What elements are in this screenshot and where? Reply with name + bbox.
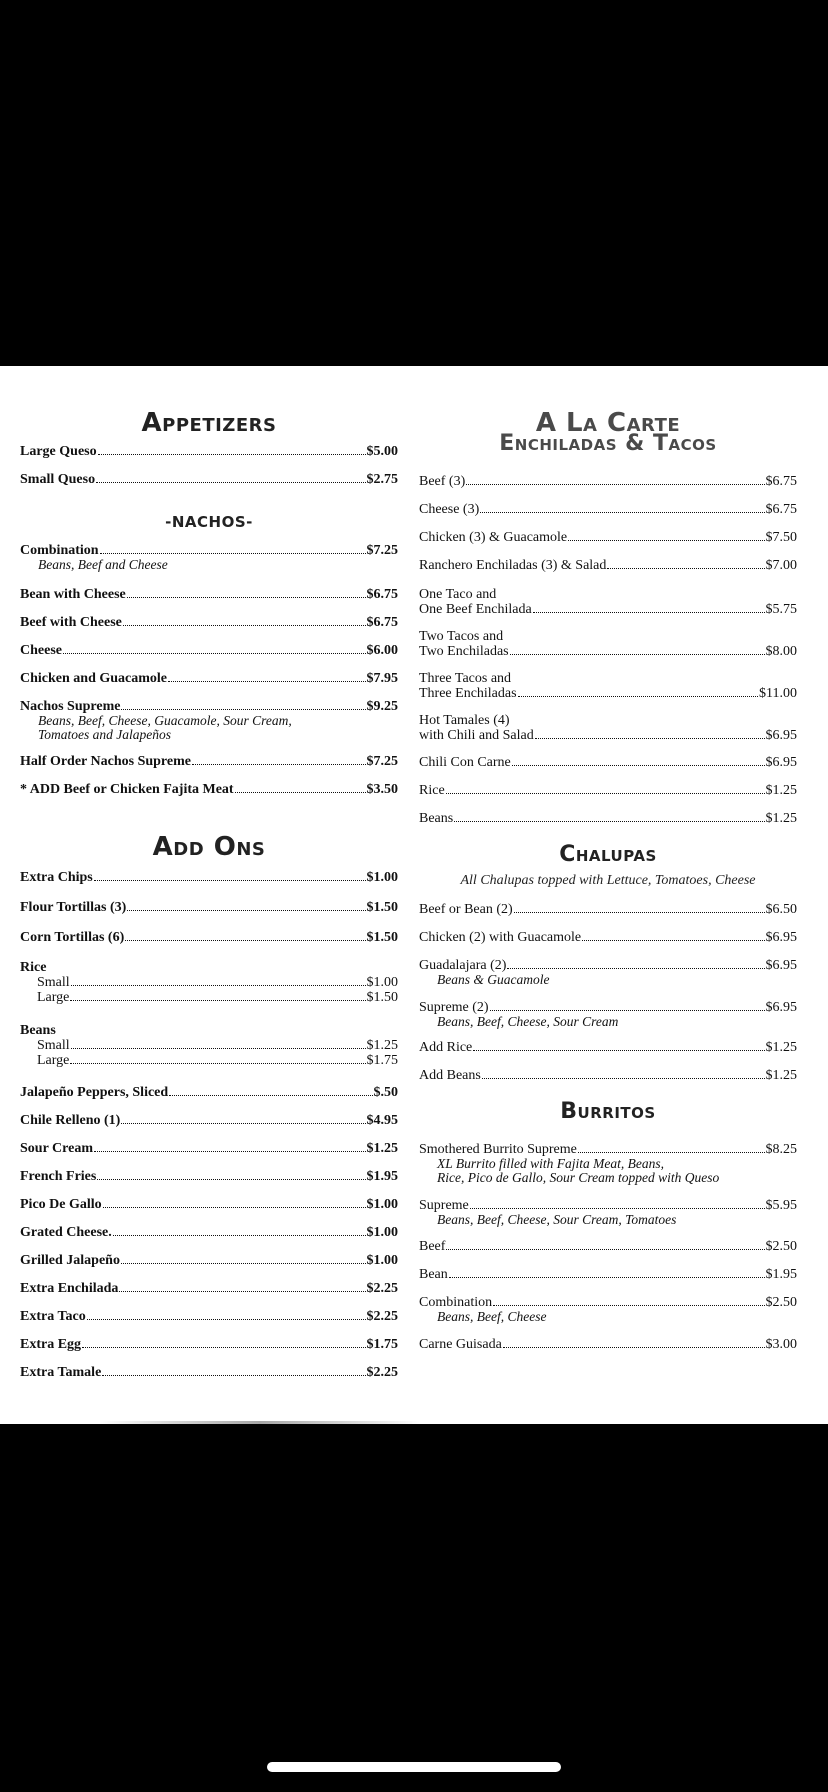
menu-item: Chicken (3) & Guacamole $7.50 (419, 530, 797, 545)
menu-item: Beans $1.25 (419, 811, 797, 826)
menu-item: One Taco and One Beef Enchilada $5.75 (419, 587, 797, 617)
menu-item: Beef with Cheese $6.75 (20, 615, 398, 630)
page-edge-shadow (100, 1421, 420, 1424)
menu-item: Hot Tamales (4) with Chili and Salad $6.95 (419, 713, 797, 743)
menu-item: Half Order Nachos Supreme $7.25 (20, 754, 398, 769)
menu-item: Cheese (3) $6.75 (419, 502, 797, 517)
menu-item: French Fries $1.95 (20, 1169, 398, 1184)
chalupas-note: All Chalupas topped with Lettuce, Tomatoes, Cheese (460, 873, 756, 888)
menu-item: Corn Tortillas (6) $1.50 (20, 930, 398, 945)
menu-page (0, 366, 828, 1424)
menu-item: Beans Small $1.25 Large $1.75 (20, 1023, 398, 1068)
menu-item: Bean with Cheese $6.75 (20, 587, 398, 602)
menu-item: Beef (3) $6.75 (419, 474, 797, 489)
menu-item: Small Queso $2.75 (20, 472, 398, 487)
menu-item: Chili Con Carne $6.95 (419, 755, 797, 770)
menu-item: Supreme $5.95 Beans, Beef, Cheese, Sour Cream, Tomatoes (419, 1198, 797, 1227)
alacarte-title: A La Carte (535, 408, 681, 438)
menu-item: Jalapeño Peppers, Sliced $.50 (20, 1085, 398, 1100)
chalupas-title: Chalupas (559, 842, 657, 867)
menu-item: Carne Guisada $3.00 (419, 1337, 797, 1352)
menu-item: Pico De Gallo $1.00 (20, 1197, 398, 1212)
burritos-title: Burritos (560, 1099, 656, 1124)
menu-item: Large Queso $5.00 (20, 444, 398, 459)
menu-item: Extra Egg $1.75 (20, 1337, 398, 1352)
menu-item: Extra Tamale $2.25 (20, 1365, 398, 1380)
home-indicator[interactable] (267, 1762, 561, 1772)
appetizers-title: Appetizers (141, 408, 277, 438)
menu-item: Beef or Bean (2) $6.50 (419, 902, 797, 917)
alacarte-subtitle: Enchiladas & Tacos (499, 431, 717, 456)
menu-item: Rice $1.25 (419, 783, 797, 798)
menu-item: Extra Taco $2.25 (20, 1309, 398, 1324)
menu-item: Extra Chips $1.00 (20, 870, 398, 885)
menu-item: Two Tacos and Two Enchiladas $8.00 (419, 629, 797, 659)
menu-item: Chicken and Guacamole $7.95 (20, 671, 398, 686)
menu-item: Guadalajara (2) $6.95 Beans & Guacamole (419, 958, 797, 987)
menu-item: Combination $2.50 Beans, Beef, Cheese (419, 1295, 797, 1324)
nachos-title: -NACHOS- (165, 513, 253, 531)
menu-item: Cheese $6.00 (20, 643, 398, 658)
menu-item: Sour Cream $1.25 (20, 1141, 398, 1156)
menu-item: Grated Cheese. $1.00 (20, 1225, 398, 1240)
menu-item: Nachos Supreme $9.25 Beans, Beef, Cheese, Guacamole, Sour Cream, Tomatoes and Jalapeños (20, 699, 398, 742)
menu-item: Ranchero Enchiladas (3) & Salad $7.00 (419, 558, 797, 573)
menu-item: Chile Relleno (1) $4.95 (20, 1113, 398, 1128)
menu-item: Add Rice $1.25 (419, 1040, 797, 1055)
menu-item: Chicken (2) with Guacamole $6.95 (419, 930, 797, 945)
menu-item: Grilled Jalapeño $1.00 (20, 1253, 398, 1268)
addons-title: Add Ons (152, 832, 266, 862)
menu-item: Add Beans $1.25 (419, 1068, 797, 1083)
menu-item: Flour Tortillas (3) $1.50 (20, 900, 398, 915)
menu-item: Beef $2.50 (419, 1239, 797, 1254)
menu-item: Supreme (2) $6.95 Beans, Beef, Cheese, Sour Cream (419, 1000, 797, 1029)
menu-item: Bean $1.95 (419, 1267, 797, 1282)
menu-item: Smothered Burrito Supreme $8.25 XL Burrito filled with Fajita Meat, Beans, Rice, Pico de Gallo, Sour Cream topped with Queso (419, 1142, 797, 1185)
menu-item: Rice Small $1.00 Large $1.50 (20, 960, 398, 1005)
menu-item: Extra Enchilada $2.25 (20, 1281, 398, 1296)
menu-item: Combination $7.25 Beans, Beef and Cheese (20, 543, 398, 572)
menu-item: * ADD Beef or Chicken Fajita Meat $3.50 (20, 782, 398, 797)
menu-item: Three Tacos and Three Enchiladas $11.00 (419, 671, 797, 701)
